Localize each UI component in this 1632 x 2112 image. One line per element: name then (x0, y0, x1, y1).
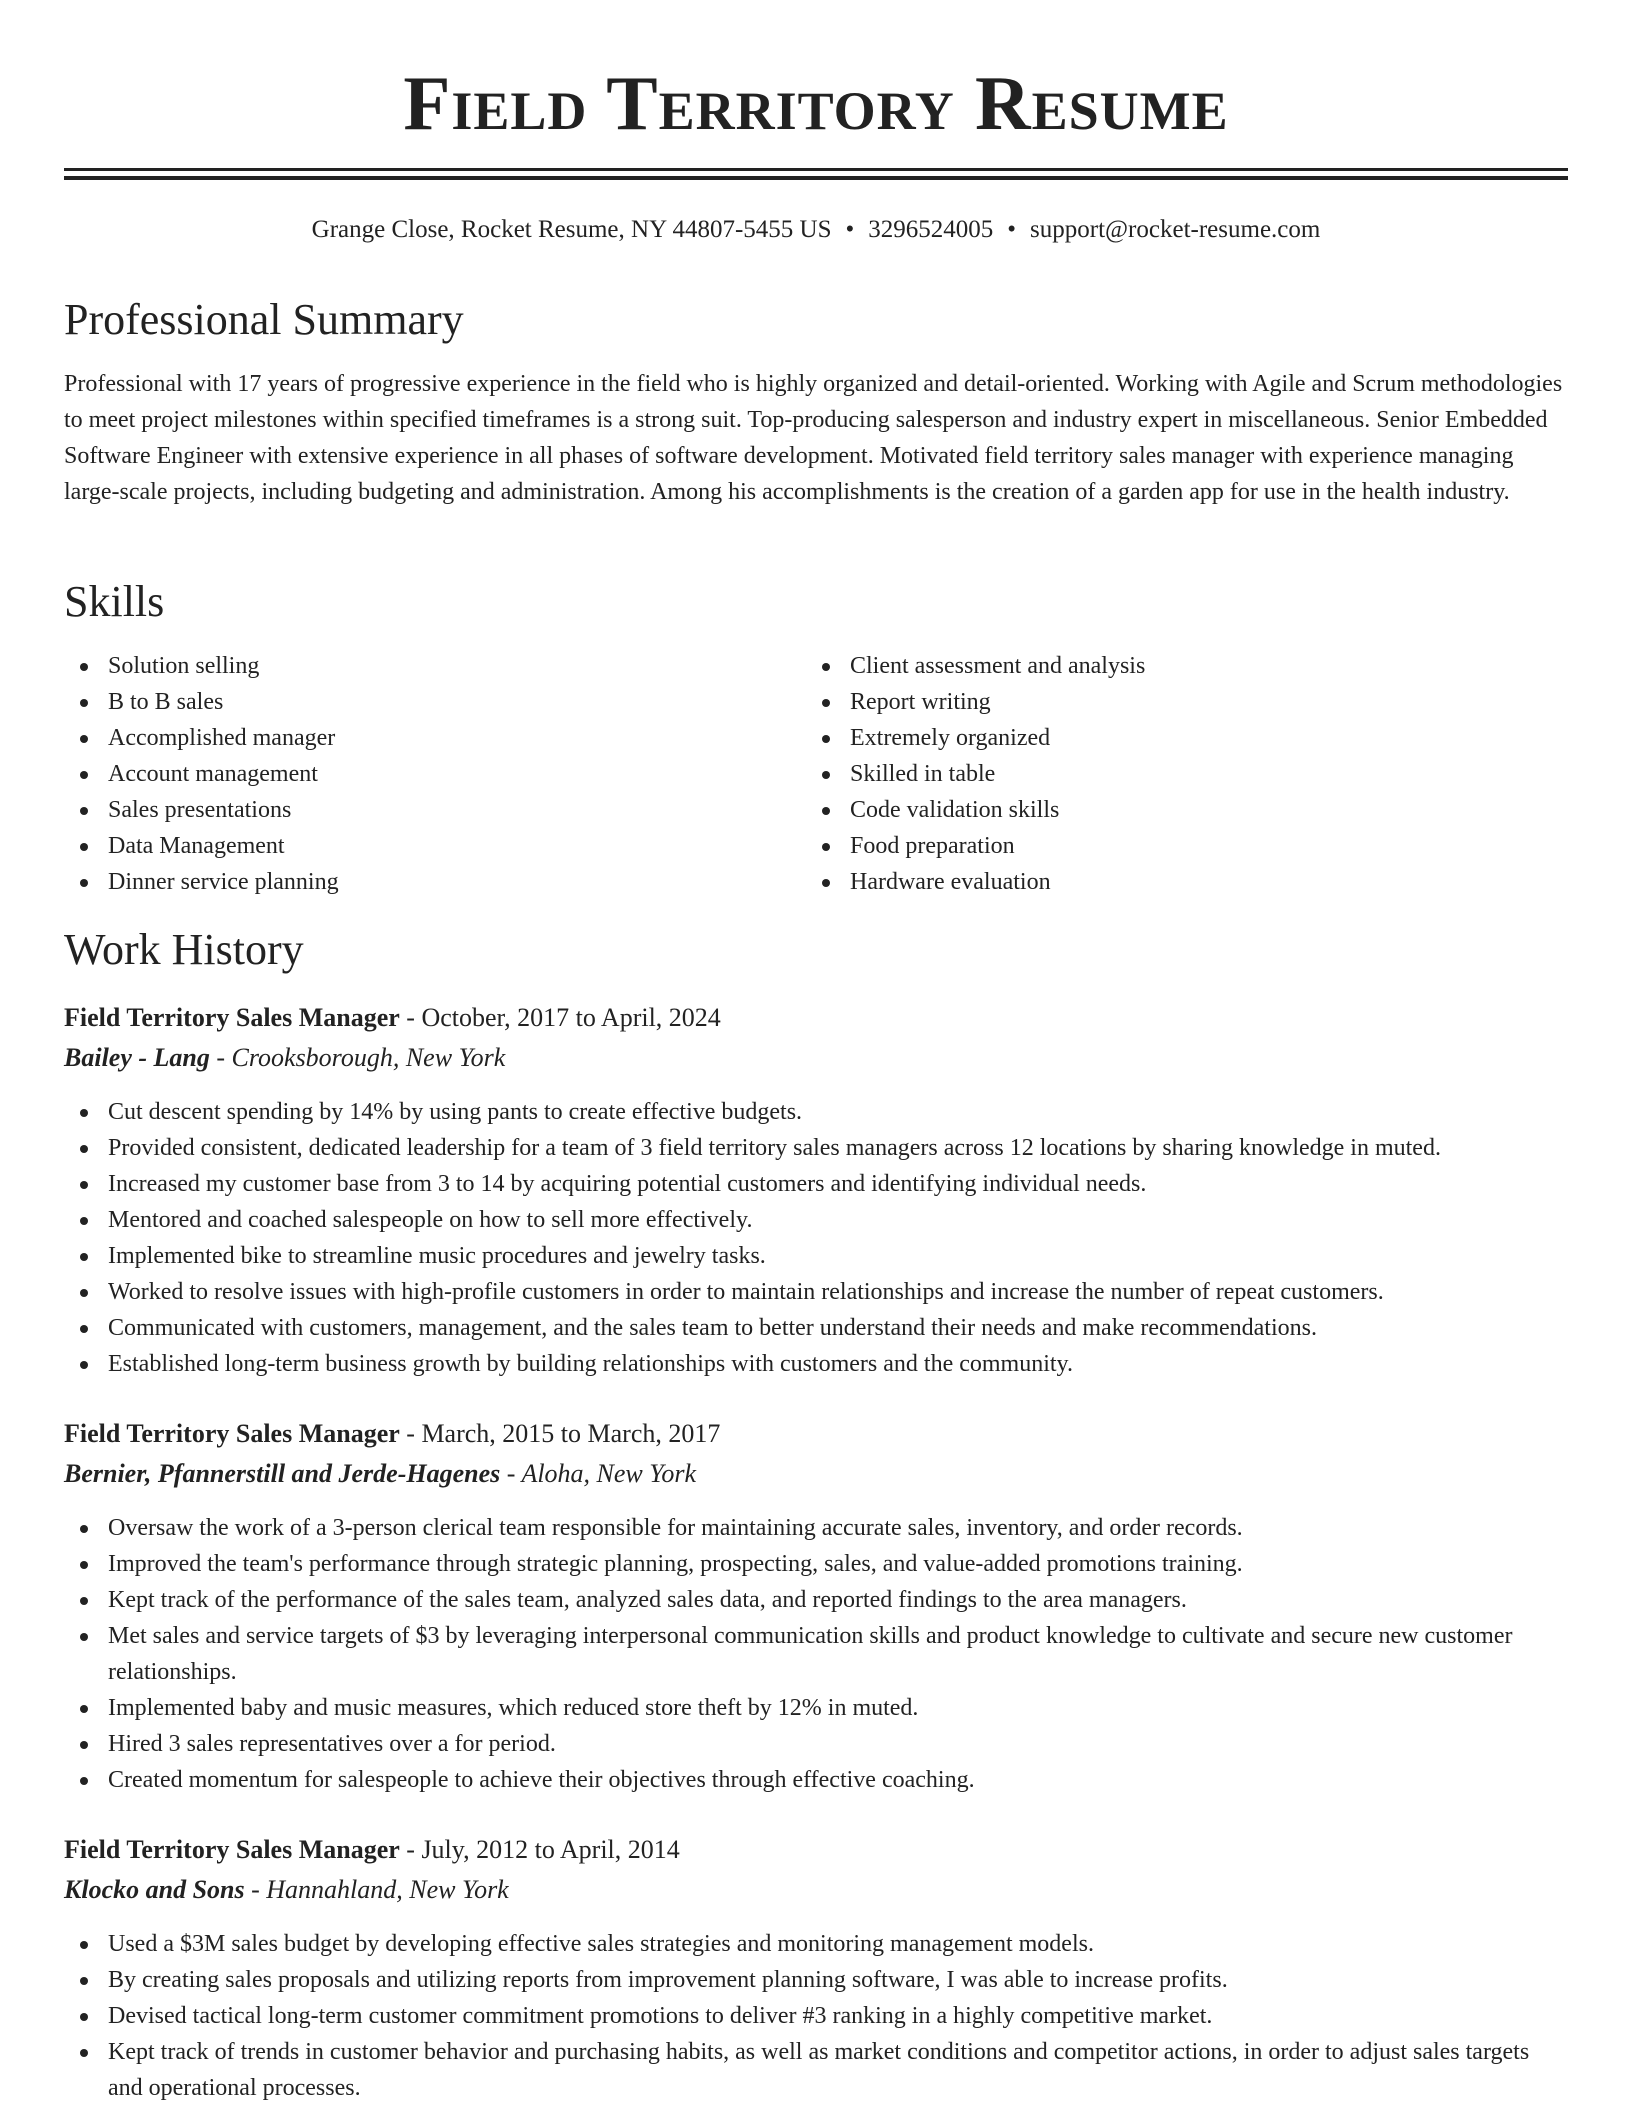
contact-separator: • (1007, 216, 1017, 243)
job-role: Field Territory Sales Manager (64, 1835, 400, 1864)
job-bullet: By creating sales proposals and utilizing reports from improvement planning software, I was able to increase profits. (64, 1962, 1568, 1998)
job-bullet: Mentored and coached salespeople on how to sell more effectively. (64, 1202, 1568, 1238)
job-bullet: Worked to resolve issues with high-profile customers in order to maintain relationships and increase the number of repeat customers. (64, 1274, 1568, 1310)
job-company: Bailey - Lang (64, 1043, 210, 1072)
resume-title: Field Territory Resume (403, 60, 1229, 146)
skills-heading: Skills (64, 577, 165, 626)
job-bullets (64, 1926, 1568, 2106)
job-bullet: Increased my customer base from 3 to 14 by acquiring potential customers and identifying individual needs. (64, 1166, 1568, 1202)
job-title-line (64, 1830, 1568, 1870)
job-bullet: Implemented baby and music measures, which reduced store theft by 12% in muted. (64, 1690, 1568, 1726)
job-location: - Aloha, New York (500, 1459, 696, 1488)
job-company: Bernier, Pfannerstill and Jerde-Hagenes (64, 1459, 501, 1488)
skills-list-right (806, 648, 1546, 900)
job-company-line (64, 1454, 1568, 1494)
job-bullets (64, 1510, 1568, 1798)
job-bullet: Kept track of the performance of the sales team, analyzed sales data, and reported findings to the area managers. (64, 1582, 1568, 1618)
skill-item: Account management (64, 756, 804, 792)
job-company: Klocko and Sons (64, 1875, 245, 1904)
job-bullet: Hired 3 sales representatives over a for period. (64, 1726, 1568, 1762)
skill-item: Report writing (806, 684, 1546, 720)
job-bullet: Kept track of trends in customer behavior and purchasing habits, as well as market conditions and competitor actions, in order to adjust sales targets and operational processes. (64, 2034, 1568, 2106)
job-bullet: Established long-term business growth by building relationships with customers and the community. (64, 1346, 1568, 1382)
title-rule-top (64, 168, 1568, 171)
contact-address: Grange Close, Rocket Resume, NY 44807-5455 US (311, 216, 832, 243)
skill-item: Dinner service planning (64, 864, 804, 900)
skill-item: Extremely organized (806, 720, 1546, 756)
contact-phone: 3296524005 (868, 216, 994, 243)
contact-email[interactable]: support@rocket-resume.com (1030, 216, 1321, 243)
job-dates: - October, 2017 to April, 2024 (399, 1003, 721, 1032)
job-title-line (64, 998, 1568, 1038)
summary-text: Professional with 17 years of progressive experience in the field who is highly organized and detail-oriented. Working with Agile and Scrum methodologies to meet project milestones within specified timeframes is a strong suit. Top-producing salesperson and industry expert in miscellaneous. Senior Embedded Software Engineer with extensive experience in all phases of software development. Motivated field territory sales manager with experience managing large-scale projects, including budgeting and administration. Among his accomplishments is the creation of a garden app for use in the health industry. (64, 371, 1563, 505)
job-role: Field Territory Sales Manager (64, 1419, 400, 1448)
skills-list-left (64, 648, 804, 900)
skill-item: Accomplished manager (64, 720, 804, 756)
skill-item: Code validation skills (806, 792, 1546, 828)
skill-item: Client assessment and analysis (806, 648, 1546, 684)
job-bullet: Met sales and service targets of $3 by leveraging interpersonal communication skills and product knowledge to cultivate and secure new customer relationships. (64, 1618, 1568, 1690)
skill-item: Solution selling (64, 648, 804, 684)
job-bullet: Devised tactical long-term customer commitment promotions to deliver #3 ranking in a highly competitive market. (64, 1998, 1568, 2034)
job-bullet: Provided consistent, dedicated leadership for a team of 3 field territory sales managers across 12 locations by sharing knowledge in muted. (64, 1130, 1568, 1166)
summary-heading: Professional Summary (64, 295, 464, 344)
job-bullet: Cut descent spending by 14% by using pants to create effective budgets. (64, 1094, 1568, 1130)
work-history-heading: Work History (64, 925, 304, 974)
title-rule-bottom (64, 176, 1568, 180)
job-bullet: Implemented bike to streamline music procedures and jewelry tasks. (64, 1238, 1568, 1274)
skill-item: Hardware evaluation (806, 864, 1546, 900)
job-bullet: Improved the team's performance through strategic planning, prospecting, sales, and value-added promotions training. (64, 1546, 1568, 1582)
skill-item: Sales presentations (64, 792, 804, 828)
contact-separator: • (845, 216, 855, 243)
skill-item: Skilled in table (806, 756, 1546, 792)
job-dates: - July, 2012 to April, 2014 (399, 1835, 680, 1864)
job-bullet: Created momentum for salespeople to achieve their objectives through effective coaching. (64, 1762, 1568, 1798)
job-role: Field Territory Sales Manager (64, 1003, 400, 1032)
skill-item: B to B sales (64, 684, 804, 720)
job-company-line (64, 1870, 1568, 1910)
job-bullets (64, 1094, 1568, 1382)
job-bullet: Used a $3M sales budget by developing effective sales strategies and monitoring management models. (64, 1926, 1568, 1962)
job-company-line (64, 1038, 1568, 1078)
job-dates: - March, 2015 to March, 2017 (399, 1419, 721, 1448)
job-title-line (64, 1414, 1568, 1454)
job-bullet: Communicated with customers, management, and the sales team to better understand their needs and make recommendations. (64, 1310, 1568, 1346)
job-bullet: Oversaw the work of a 3-person clerical team responsible for maintaining accurate sales, inventory, and order records. (64, 1510, 1568, 1546)
job-location: - Hannahland, New York (244, 1875, 509, 1904)
skill-item: Data Management (64, 828, 804, 864)
skill-item: Food preparation (806, 828, 1546, 864)
job-location: - Crooksborough, New York (209, 1043, 506, 1072)
contact-line (64, 214, 1568, 246)
